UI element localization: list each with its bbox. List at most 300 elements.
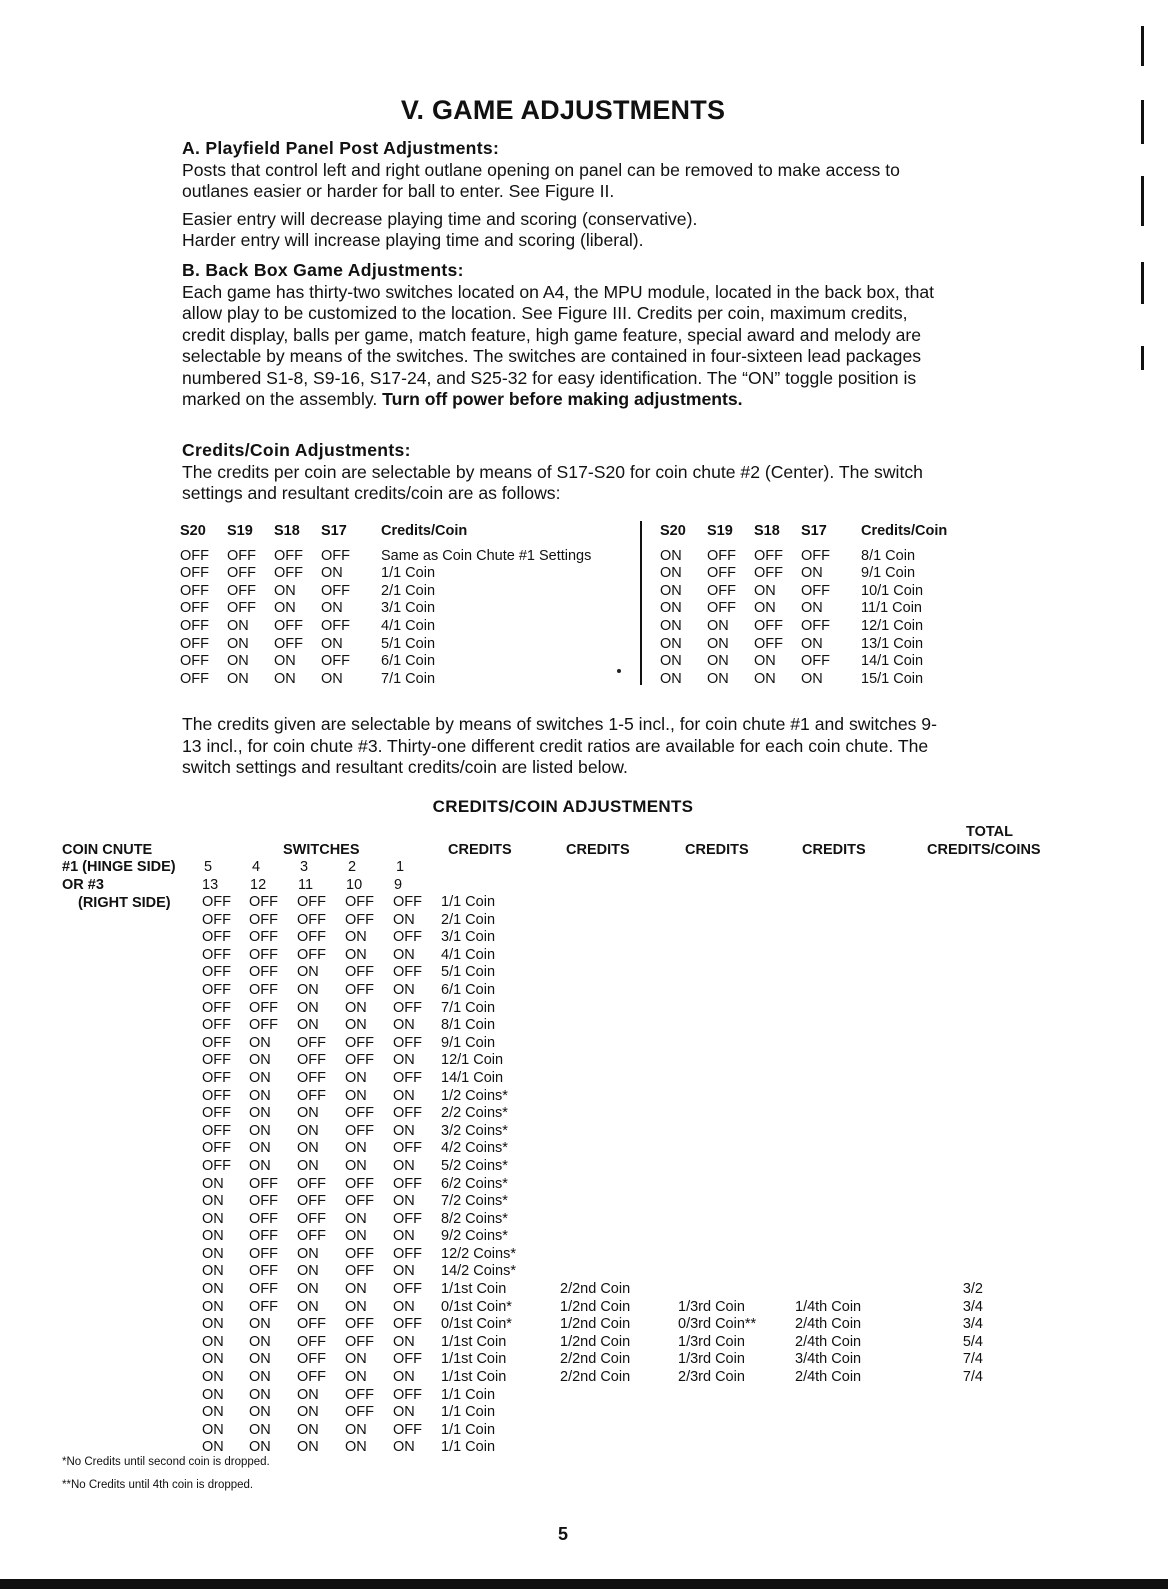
table-row — [200, 1000, 983, 1018]
table-cell: OFF — [297, 1316, 326, 1333]
table-cell: 12/1 Coin — [861, 617, 924, 634]
table-cell: OFF — [180, 565, 209, 582]
table-row — [200, 982, 983, 1000]
table-cell — [913, 1211, 983, 1229]
table-cell — [795, 1281, 913, 1299]
table-cell: 14/1 Coin — [441, 1069, 504, 1086]
table-cell: ON — [297, 1157, 319, 1174]
table-cell — [678, 1070, 795, 1088]
table-row — [200, 1017, 983, 1035]
switch-number: 10 — [346, 877, 363, 893]
table-cell: OFF — [202, 929, 231, 946]
table-cell: OFF — [345, 911, 374, 928]
table-cell: ON — [393, 1193, 415, 1210]
scan-edge-mark — [1141, 176, 1144, 226]
table-cell — [560, 1158, 678, 1176]
table-cell: 14/2 Coins* — [441, 1263, 516, 1280]
table-cell: ON — [660, 565, 682, 582]
table-cell: 1/3rd Coin — [678, 1351, 745, 1368]
table-cell: OFF — [393, 894, 422, 910]
switch-number: 4 — [252, 859, 261, 875]
table-cell: ON — [754, 670, 776, 687]
table-cell: ON — [297, 964, 319, 981]
table-cell: ON — [202, 1404, 224, 1421]
table-cell: 5/1 Coin — [441, 964, 496, 981]
table-row — [200, 1404, 983, 1422]
table-cell — [913, 1246, 983, 1264]
s-table-header-left: S17 — [321, 523, 347, 539]
table-cell: OFF — [297, 1351, 326, 1368]
section-b — [182, 260, 947, 411]
table-cell: ON — [274, 600, 296, 617]
switch-number: 5 — [204, 859, 213, 875]
table-cell: OFF — [393, 1421, 422, 1438]
table-cell — [560, 1052, 678, 1070]
table-row — [200, 1193, 983, 1211]
table-row — [660, 671, 971, 689]
table-cell: OFF — [345, 964, 374, 981]
table-cell: 2/2 Coins* — [441, 1105, 508, 1122]
credits-label-3: CREDITS — [685, 842, 749, 858]
table-cell: ON — [249, 1122, 271, 1139]
table-row — [660, 618, 971, 636]
table-cell: OFF — [393, 1175, 422, 1192]
table-cell: OFF — [180, 600, 209, 617]
credits-coin-heading: Credits/Coin Adjustments: — [182, 440, 411, 460]
table-cell — [560, 1422, 678, 1440]
switch-number: 13 — [202, 877, 219, 893]
section-a-line-1: Easier entry will decrease playing time and scoring (conservative). — [182, 208, 698, 229]
table-cell: OFF — [321, 617, 350, 634]
table-cell: ON — [660, 653, 682, 670]
table-cell: OFF — [297, 894, 326, 910]
table-cell: OFF — [180, 653, 209, 670]
table-cell: OFF — [274, 547, 303, 564]
table-cell — [678, 1123, 795, 1141]
table-cell — [913, 912, 983, 930]
table-cell: ON — [202, 1333, 224, 1350]
table-cell: OFF — [202, 946, 231, 963]
table-cell: OFF — [393, 1245, 422, 1262]
scan-edge-mark — [1141, 262, 1144, 304]
table-row — [200, 1211, 983, 1229]
table-cell: OFF — [274, 635, 303, 652]
table-cell: OFF — [707, 600, 736, 617]
table-cell: 7/1 Coin — [381, 670, 436, 687]
table-row — [660, 583, 971, 601]
table-cell — [678, 1017, 795, 1035]
table-cell: ON — [345, 1228, 367, 1245]
table-cell: ON — [321, 565, 343, 582]
coin-chute-label-4: (RIGHT SIDE) — [78, 895, 171, 911]
table-cell — [913, 964, 983, 982]
table-cell: OFF — [249, 1210, 278, 1227]
credits-coin-paragraph: The credits per coin are selectable by means of S17-S20 for coin chute #2 (Center). The switch settings and resultant credits/coin are as follows: — [182, 461, 923, 503]
table-cell: OFF — [249, 894, 278, 910]
table-cell: ON — [660, 635, 682, 652]
table-cell: 5/1 Coin — [381, 635, 436, 652]
table-cell: 1/1 Coin — [381, 565, 436, 582]
credits-coin-matrix — [200, 894, 983, 1457]
table-cell — [678, 1088, 795, 1106]
table-cell: OFF — [249, 964, 278, 981]
table-cell: ON — [321, 635, 343, 652]
scan-edge-mark — [1141, 346, 1144, 370]
table-cell: OFF — [345, 1052, 374, 1069]
table-cell: ON — [249, 1140, 271, 1157]
table-row — [200, 912, 983, 930]
table-cell: ON — [707, 670, 729, 687]
table-cell: OFF — [393, 1034, 422, 1051]
table-cell: ON — [297, 1105, 319, 1122]
credits-paragraph-section — [182, 714, 947, 779]
table-cell — [678, 1105, 795, 1123]
table-cell — [560, 1439, 678, 1457]
table-cell — [913, 1000, 983, 1018]
table-cell: 3/1 Coin — [381, 600, 436, 617]
table-cell: ON — [202, 1245, 224, 1262]
table-cell: ON — [227, 635, 249, 652]
table-cell — [560, 1263, 678, 1281]
table-cell: OFF — [249, 1263, 278, 1280]
table-cell: ON — [345, 1298, 367, 1315]
scan-edge-mark — [1141, 26, 1144, 66]
table-cell — [795, 964, 913, 982]
table-cell: 3/2 — [962, 1281, 983, 1298]
table-cell — [795, 947, 913, 965]
table-cell — [678, 1035, 795, 1053]
section-b-heading: B. Back Box Game Adjustments: — [182, 260, 464, 280]
table-cell — [678, 1246, 795, 1264]
table-cell — [678, 1281, 795, 1299]
table-cell — [678, 947, 795, 965]
table-cell — [795, 1422, 913, 1440]
table-row — [180, 565, 621, 583]
table-cell — [913, 982, 983, 1000]
table-cell: 10/1 Coin — [861, 582, 924, 599]
table-cell — [678, 982, 795, 1000]
table-cell: OFF — [227, 582, 256, 599]
table-cell: ON — [660, 670, 682, 687]
table-cell — [795, 1439, 913, 1457]
table-cell: ON — [660, 617, 682, 634]
table-cell — [913, 1439, 983, 1457]
table-cell: ON — [393, 946, 415, 963]
table-cell: OFF — [202, 964, 231, 981]
table-cell — [913, 1387, 983, 1405]
table-cell: OFF — [180, 670, 209, 687]
table-cell — [913, 1404, 983, 1422]
table-cell — [560, 1228, 678, 1246]
table-cell: ON — [249, 1439, 271, 1456]
table-cell: 4/2 Coins* — [441, 1140, 508, 1157]
table-cell: 1/1 Coin — [441, 894, 496, 910]
table-cell — [678, 1228, 795, 1246]
total-label-1: TOTAL — [966, 824, 1013, 840]
table-cell: ON — [297, 1122, 319, 1139]
s-table-header-right: S17 — [801, 523, 827, 539]
table-cell: ON — [345, 1087, 367, 1104]
table-cell — [795, 1123, 913, 1141]
table-cell — [678, 1052, 795, 1070]
table-row — [200, 1351, 983, 1369]
table-row — [200, 947, 983, 965]
table-cell — [795, 1263, 913, 1281]
table-cell: OFF — [202, 1017, 231, 1034]
table-cell: OFF — [345, 1263, 374, 1280]
table-cell: OFF — [393, 1140, 422, 1157]
table-cell — [560, 1017, 678, 1035]
table-cell — [560, 982, 678, 1000]
table-cell — [795, 1140, 913, 1158]
section-a-paragraph: Posts that control left and right outlane opening on panel can be removed to make access to outlanes easier or harder for ball to enter. See Figure II. — [182, 159, 900, 201]
switch-number: 12 — [250, 877, 267, 893]
table-cell: OFF — [297, 1333, 326, 1350]
table-row — [200, 894, 983, 912]
table-cell: OFF — [801, 547, 830, 564]
section-a-heading: A. Playfield Panel Post Adjustments: — [182, 138, 500, 158]
table-row — [200, 1088, 983, 1106]
table-cell: OFF — [345, 894, 374, 910]
table-cell: 6/1 Coin — [381, 653, 436, 670]
table-cell: ON — [202, 1439, 224, 1456]
table-cell — [560, 1105, 678, 1123]
table-cell: ON — [393, 1333, 415, 1350]
table-cell: 1/4th Coin — [795, 1298, 862, 1315]
table-cell: OFF — [202, 1052, 231, 1069]
table-cell: OFF — [345, 981, 374, 998]
table-cell — [913, 1017, 983, 1035]
table-cell: OFF — [249, 1228, 278, 1245]
table-cell: OFF — [754, 547, 783, 564]
table-cell: ON — [801, 635, 823, 652]
table-cell: OFF — [345, 1404, 374, 1421]
table-cell: 6/1 Coin — [441, 981, 496, 998]
table-cell: OFF — [393, 1105, 422, 1122]
table-cell: ON — [754, 582, 776, 599]
table-cell: OFF — [345, 1386, 374, 1403]
table-cell: ON — [202, 1298, 224, 1315]
table-cell: 6/2 Coins* — [441, 1175, 508, 1192]
table-cell: 7/4 — [962, 1351, 983, 1368]
table-row — [200, 1158, 983, 1176]
table-cell — [678, 1211, 795, 1229]
table-cell: ON — [274, 670, 296, 687]
s-table-header-right: S19 — [707, 523, 733, 539]
table-cell: ON — [202, 1369, 224, 1386]
table-cell: OFF — [393, 1281, 422, 1298]
table-cell: OFF — [345, 1193, 374, 1210]
table-cell: 2/3rd Coin — [678, 1369, 745, 1386]
table-cell: 1/2 Coins* — [441, 1087, 508, 1104]
table-cell: OFF — [227, 565, 256, 582]
table-cell: 5/4 — [962, 1333, 983, 1350]
table-row — [660, 636, 971, 654]
table-cell: OFF — [297, 1052, 326, 1069]
table-cell: OFF — [202, 981, 231, 998]
table-cell — [560, 929, 678, 947]
table-cell: OFF — [202, 1140, 231, 1157]
table-cell: ON — [345, 1017, 367, 1034]
table-row — [200, 1422, 983, 1440]
table-cell: OFF — [202, 894, 231, 910]
table-cell: OFF — [249, 1281, 278, 1298]
table-cell — [678, 1176, 795, 1194]
table-cell — [560, 964, 678, 982]
table-cell: ON — [202, 1175, 224, 1192]
table-cell — [913, 1088, 983, 1106]
table-row — [200, 1369, 983, 1387]
table-cell: ON — [249, 1069, 271, 1086]
table-cell: ON — [227, 653, 249, 670]
table-cell — [795, 1193, 913, 1211]
table-cell — [795, 894, 913, 912]
table-cell — [795, 1404, 913, 1422]
section-b-paragraph — [182, 282, 947, 411]
table-cell: ON — [345, 1210, 367, 1227]
table-cell: 2/4th Coin — [795, 1369, 862, 1386]
footnote-2: **No Credits until 4th coin is dropped. — [62, 1479, 254, 1491]
table-cell: OFF — [297, 1369, 326, 1386]
table-cell: OFF — [345, 1333, 374, 1350]
table-cell: OFF — [297, 911, 326, 928]
table-cell: ON — [249, 1404, 271, 1421]
page-title: V. GAME ADJUSTMENTS — [400, 95, 726, 125]
table-row — [200, 1070, 983, 1088]
table-row — [180, 636, 621, 654]
table-cell: OFF — [249, 946, 278, 963]
table-cell: ON — [393, 981, 415, 998]
table-cell: ON — [202, 1228, 224, 1245]
s-table-header-left: Credits/Coin — [381, 523, 468, 539]
table-cell — [678, 1140, 795, 1158]
table-cell: OFF — [274, 565, 303, 582]
s-table-header-right: S20 — [660, 523, 686, 539]
table-cell: 8/1 Coin — [861, 547, 916, 564]
table-cell: ON — [297, 1281, 319, 1298]
table-row — [200, 1035, 983, 1053]
table-cell: ON — [202, 1351, 224, 1368]
table-row — [200, 1316, 983, 1334]
table-cell: OFF — [297, 1069, 326, 1086]
table-cell — [678, 912, 795, 930]
table-cell — [913, 1158, 983, 1176]
table-cell: OFF — [393, 1069, 422, 1086]
table-cell — [560, 947, 678, 965]
table-cell: 9/1 Coin — [861, 565, 916, 582]
table-cell: OFF — [345, 1122, 374, 1139]
table-cell — [678, 1193, 795, 1211]
table-row — [200, 1105, 983, 1123]
table-cell: ON — [345, 999, 367, 1016]
table-cell: ON — [249, 1052, 271, 1069]
table-cell: OFF — [249, 1193, 278, 1210]
table-cell: ON — [202, 1193, 224, 1210]
s17-s20-table-left — [180, 523, 621, 688]
table-cell: OFF — [345, 1034, 374, 1051]
table-cell — [795, 1052, 913, 1070]
table-cell: OFF — [754, 617, 783, 634]
table-cell: ON — [227, 617, 249, 634]
table-cell: ON — [321, 600, 343, 617]
table-cell — [795, 1158, 913, 1176]
table-cell — [560, 1176, 678, 1194]
table-cell — [913, 1123, 983, 1141]
table-cell: ON — [707, 653, 729, 670]
table-cell: ON — [345, 929, 367, 946]
table-cell: OFF — [227, 547, 256, 564]
table-cell: 7/2 Coins* — [441, 1193, 508, 1210]
coin-chute-label-2: #1 (HINGE SIDE) — [62, 859, 176, 875]
table-cell: ON — [345, 946, 367, 963]
table-cell — [560, 1387, 678, 1405]
table-cell: OFF — [754, 565, 783, 582]
table-cell — [913, 1263, 983, 1281]
table-cell: OFF — [393, 1210, 422, 1227]
table-cell: ON — [801, 600, 823, 617]
table-cell: ON — [393, 1439, 415, 1456]
table-cell — [913, 1052, 983, 1070]
table-cell: ON — [297, 1386, 319, 1403]
table-cell: OFF — [393, 1351, 422, 1368]
table-cell: 1/3rd Coin — [678, 1333, 745, 1350]
table-row — [660, 653, 971, 671]
table-cell: OFF — [180, 635, 209, 652]
table-row — [200, 1299, 983, 1317]
table-cell: OFF — [249, 1245, 278, 1262]
table-cell — [795, 982, 913, 1000]
table-cell — [560, 1035, 678, 1053]
table-cell: OFF — [393, 929, 422, 946]
table-cell: ON — [202, 1210, 224, 1227]
table-cell: 1/1 Coin — [441, 1404, 496, 1421]
table-cell: ON — [297, 1263, 319, 1280]
table-cell: OFF — [801, 617, 830, 634]
table-row — [660, 565, 971, 583]
table-cell: 2/4th Coin — [795, 1333, 862, 1350]
table-cell: 2/2nd Coin — [560, 1351, 631, 1368]
table-cell — [560, 912, 678, 930]
table-divider — [640, 521, 642, 685]
table-cell: 1/2nd Coin — [560, 1298, 631, 1315]
table-cell: ON — [345, 1369, 367, 1386]
table-cell: ON — [345, 1157, 367, 1174]
table-cell: 1/1st Coin — [441, 1351, 507, 1368]
table-cell: ON — [202, 1281, 224, 1298]
table-cell — [795, 1228, 913, 1246]
table-cell: OFF — [227, 600, 256, 617]
table-cell: OFF — [180, 547, 209, 564]
switch-number: 11 — [298, 877, 314, 893]
table-cell: 7/4 — [962, 1369, 983, 1386]
table-cell: ON — [393, 1087, 415, 1104]
table-cell — [913, 1105, 983, 1123]
table-cell: ON — [249, 1087, 271, 1104]
total-label-2: CREDITS/COINS — [927, 842, 1041, 858]
table-cell: OFF — [180, 582, 209, 599]
table-cell — [913, 1193, 983, 1211]
table-cell: OFF — [393, 1386, 422, 1403]
table-cell — [678, 1158, 795, 1176]
table-cell: 1/1 Coin — [441, 1421, 496, 1438]
table-cell — [560, 894, 678, 912]
table-cell: OFF — [180, 617, 209, 634]
table-cell: ON — [249, 1351, 271, 1368]
switch-number: 2 — [348, 859, 357, 875]
s-table-header-left: S20 — [180, 523, 206, 539]
table-row — [200, 1176, 983, 1194]
credits-label-1: CREDITS — [448, 842, 512, 858]
